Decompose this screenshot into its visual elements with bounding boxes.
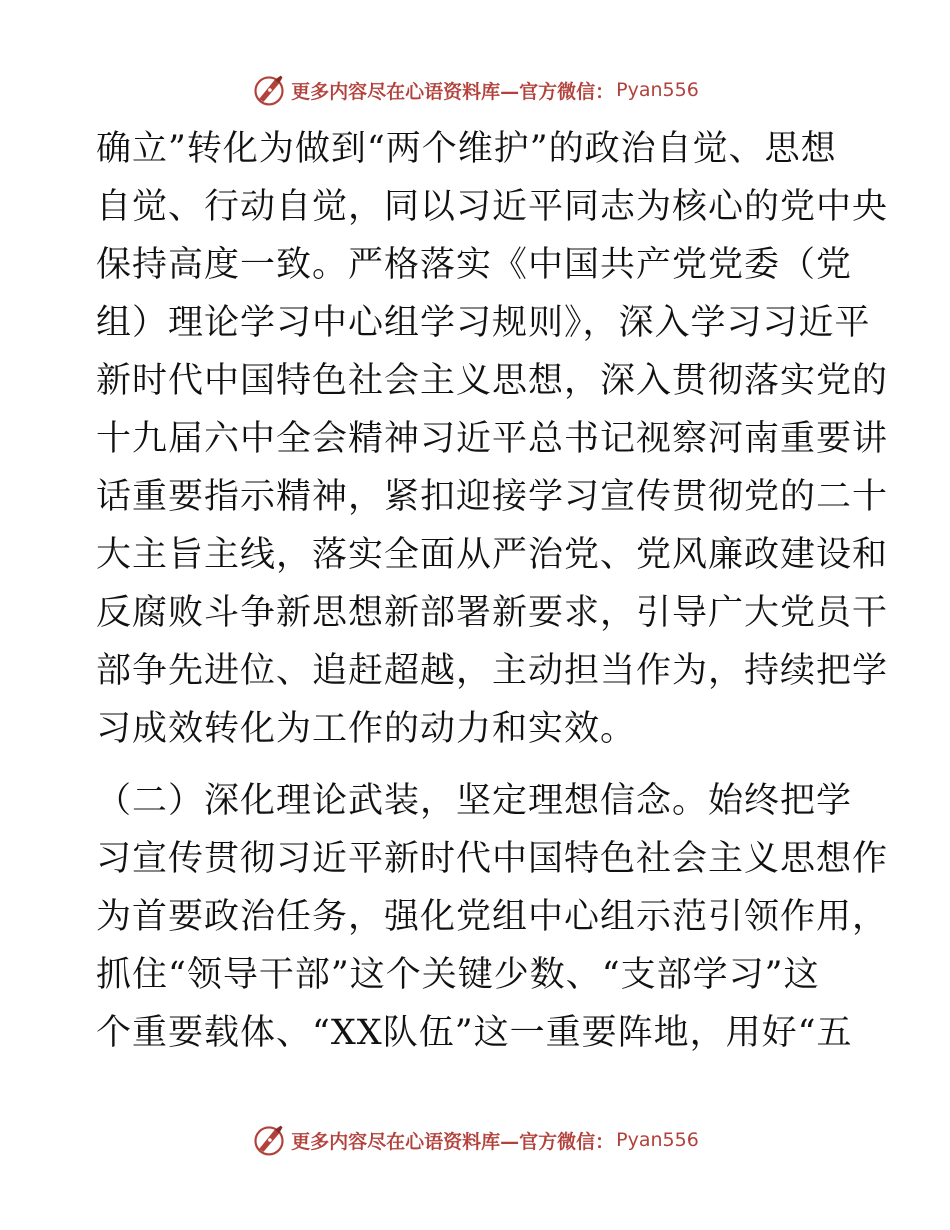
- text-line: 反腐败斗争新思想新部署新要求，引导广大党员干: [96, 593, 889, 633]
- paragraph-1: [96, 120, 889, 758]
- paragraph-2: [96, 772, 889, 1062]
- footer-banner: [251, 1122, 699, 1158]
- text-line: 确立”转化为做到“两个维护”的政治自觉、思想: [96, 129, 837, 169]
- footer-wechat-id: Pyan556: [616, 1129, 699, 1151]
- text-line: 习成效转化为工作的动力和实效。: [96, 709, 637, 749]
- header-wechat-id: Pyan556: [616, 79, 699, 101]
- text-line: 十九届六中全会精神习近平总书记视察河南重要讲: [96, 419, 889, 459]
- pen-nib-logo-icon: [251, 72, 287, 108]
- document-body: [96, 120, 889, 1062]
- text-line: 习宣传贯彻习近平新时代中国特色社会主义思想作: [96, 839, 889, 879]
- text-line: 话重要指示精神，紧扣迎接学习宣传贯彻党的二十: [96, 477, 889, 517]
- page-footer-banner: [0, 1120, 950, 1160]
- text-line: 个重要载体、“XX队伍”这一重要阵地，用好“五: [96, 1013, 853, 1053]
- text-line: 抓住“领导干部”这个关键少数、“支部学习”这: [96, 955, 820, 995]
- text-line: 部争先进位、追赶超越，主动担当作为，持续把学: [96, 651, 889, 691]
- footer-banner-text: 更多内容尽在心语资料库—官方微信：: [291, 1130, 615, 1153]
- text-line: 大主旨主线，落实全面从严治党、党风廉政建设和: [96, 535, 889, 575]
- text-line: 组）理论学习中心组学习规则》，深入学习习近平: [96, 303, 871, 343]
- header-banner-text: 更多内容尽在心语资料库—官方微信：: [291, 80, 615, 103]
- text-line: 为首要政治任务，强化党组中心组示范引领作用，: [96, 897, 889, 937]
- pen-nib-logo-icon: [251, 1122, 287, 1158]
- text-line: 新时代中国特色社会主义思想，深入贯彻落实党的: [96, 361, 889, 401]
- header-banner: [251, 72, 699, 108]
- text-line: 保持高度一致。严格落实《中国共产党党委（党: [96, 245, 853, 285]
- text-line: 自觉、行动自觉，同以习近平同志为核心的党中央: [96, 187, 889, 227]
- section-heading-line: （二）深化理论武装，坚定理想信念。始终把学: [96, 781, 853, 821]
- page-header-banner: [0, 70, 950, 110]
